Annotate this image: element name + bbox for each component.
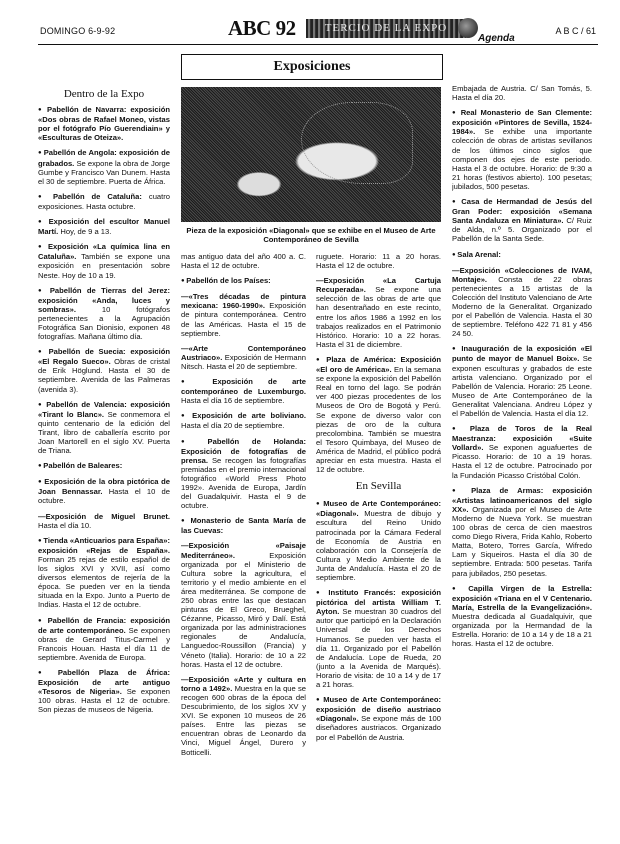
column-1: [38, 84, 170, 720]
listing-lead: —Exposición «Arte y cultura en torno a 1492».: [181, 674, 306, 693]
listing-lead: ● Museo de Arte Contemporáneo: «Diagonal».: [316, 499, 441, 518]
listing-body: También se expone una exposición en presentación sobre Neste. Hoy de 10 a 19.: [38, 252, 170, 280]
listing-lead: ● Pabellón de Tierras del Jerez: exposición «Anda, luces y sombras».: [38, 286, 170, 314]
listing-lead: ● Pabellón Plaza de África: Exposición de arte antiguo «Tesoros de Nigeria».: [38, 668, 170, 696]
listing-lead: ● Pabellón de Angola: exposición de grabados.: [38, 148, 170, 167]
globe-icon: [458, 18, 478, 38]
listing-body: Se conmemora el quinto centenario de la edición del Tirant, libro de caballería escrito por Joan Martorell en el siglo XV. Puerta de Triana.: [38, 409, 170, 456]
listing-item: [38, 616, 170, 662]
listing-item: [38, 512, 170, 530]
listing-body: Hoy, de 9 a 13.: [60, 227, 112, 237]
listing-lead: ● Instituto Francés: exposición pictórica del artista William T. Ayton.: [316, 588, 441, 616]
listing-item: [316, 276, 441, 349]
listing-item: [181, 411, 306, 430]
listing-body: Consta de 22 obras pertenecientes a 15 artistas de la Colección del Instituto Valenciano de Arte Moderno de la Generalitat. Organizado por el Pabellón de Valencia. Hasta el 30 de septiembre. Teléfono 422 71 81 y 456 24 50.: [452, 274, 592, 339]
listing-lead: ● Exposición de arte boliviano.: [181, 411, 306, 420]
listing-lead: ● Inauguración de la exposición «El punto de mayor de Manuel Boix».: [452, 344, 592, 363]
listing-body: Hasta el día 16 de septiembre.: [181, 396, 285, 406]
listing-item: [38, 347, 170, 393]
listing-lead: ● Pabellón de Francia: exposición de arte contemporáneo.: [38, 616, 170, 635]
listing-body: Hasta el día 20 de septiembre.: [181, 421, 285, 431]
listing-item: [38, 105, 170, 142]
photo-caption: Pieza de la exposición «Diagonal» que se exhibe en el Museo de Arte Contemporáneo de Sevilla: [186, 226, 436, 244]
listing-lead: ● Exposición de la obra pictórica de Joan Bennassar.: [38, 477, 170, 496]
listing-body: C/ Ruiz de Alda, n.º 5. Organizado por el Pabellón de la Santa Sede.: [452, 216, 592, 244]
listing-item: [316, 499, 441, 582]
listing-item: [38, 148, 170, 185]
listing-lead: —Exposición «La Cartuja Recuperada».: [316, 276, 441, 295]
listing-body: Se exponen obras de Gerard Titus-Carmel y Francois Houan. Hasta el día 11 de septiembre. Avenida de Europa.: [38, 625, 170, 662]
listing-body: Muestra de dibujo y escultura del Reino Unido patrocinada por la Cámara Federal de Economía de Austria en colaboración con la Consejería de Cultura y Medio Ambiente de la Junta de Andalucía. Hasta el 20 de septiembre.: [316, 509, 441, 582]
listing-body: Se exponen aguafuertes de Picasso. Horario: de 10 a 19 horas. Hasta el 12 de octubre. Patrocinado por la Fundación Picasso Cristóbal Colón.: [452, 443, 592, 480]
listing-item: [181, 377, 306, 405]
header-banner: TERCIO DE LA EXPO: [306, 19, 466, 38]
column-4: [452, 84, 592, 654]
listing-lead: ● Casa de Hermandad de Jesús del Gran Poder: exposición «Semana Santa Andaluza en Miniatura».: [452, 197, 592, 225]
header-page-number: A B C / 61: [555, 26, 596, 36]
column-3: [316, 252, 441, 748]
listing-lead: ● Plaza de Toros de la Real Maestranza: exposición «Suite Vollard».: [452, 424, 592, 452]
listing-lead: ● Exposición del escultor Manuel Martí.: [38, 217, 170, 236]
listing-item: [38, 668, 170, 714]
listing-body: Se muestran 30 cuadros del autor que participó en la Declaración Universal de los Derechos Humanos. Se pueden ver hasta el día 11. Organizado por el Pabellón de Andalucía. Lope de Rueda, 20 (junto a la Avenida de Marqués). Horario de visita: de 10 a 14 y de 17 a 21 horas.: [316, 607, 441, 690]
listing-item: [452, 266, 592, 339]
listing-item: [38, 536, 170, 610]
listing-body: Forman 25 rejas de estilo español de los siglos XVI y XVII, así como diversos elementos de rejería de la época. Se pueden ver en la tienda situada en la Expo. Junto a Puerto de Indias. Hasta el 12 de octubre.: [38, 554, 170, 610]
listing-body: Se exponen esculturas y grabados de este artista valenciano. Organizado por el Pabellón de Valencia. Horario: 25 Leone. Museo de Arte Contemporáneo de la Generalitat Valenciana. Andreu López y el Pabellón de Valencia. Hasta el día 12.: [452, 354, 592, 418]
listing-body: Organizada por el Museo de Arte Moderno de Nueva York. Se muestran 100 obras de cerca de cien maestros como Diego Rivera, Frida Kahlo, Roberto Matta, Botero, Torres García, Wifredo Lam y Siqueiros. Hasta el día 30 de septiembre. Entrada: 500 pesetas. Tarifa para jubilados, 250 pesetas.: [452, 504, 592, 578]
listing-body: cuatro exposiciones. Hasta octubre.: [38, 191, 170, 211]
page-header: [38, 14, 598, 44]
listing-item: [181, 437, 306, 511]
listing-lead: —«Arte Contemporáneo Austriaco».: [181, 343, 306, 362]
listing-lead: —Exposición «Paisaje Mediterráneo».: [181, 541, 306, 560]
header-date: DOMINGO 6-9-92: [40, 26, 116, 36]
listing-body: Muestra dedicada al Guadalquivir, que organizada por la Hermandad de la Estrella. Horario: de 10 a 14 y de 18 a 21 horas. Hasta el 12 de octubre.: [452, 611, 592, 649]
listing-item: [181, 516, 306, 535]
listing-item: [316, 588, 441, 689]
listing-body: Muestra en la que se recogen 600 obras de la época del Descubrimiento, de los siglos XV y XVI. Se exponen 10 museos de 26 países. Entre las piezas se encuentran obras de Leonardo da Vinci, Miguel Ángel, Durero y Botticelli.: [181, 683, 306, 757]
col1-heading: Dentro de la Expo: [63, 88, 145, 100]
listing-lead: ● Tienda «Anticuarios para España»: exposición «Rejas de España».: [38, 536, 170, 555]
listing-item: [452, 250, 592, 260]
listing-body: Se recogen las fotografías premiadas en el premio internacional fotográfico «World Press Photo 1992». Avenida de Europa, Jardín del Guadalquivir. Hasta el 9 de octubre.: [181, 455, 306, 511]
listing-body: Exposición de Hermann Nitsch. Hasta el 20 de septiembre.: [181, 352, 306, 371]
col3-intro: ruguete. Horario: 11 a 20 horas. Hasta el 12 de octubre.: [316, 252, 441, 271]
listing-lead: —Exposición de Miguel Brunet.: [38, 511, 170, 521]
listing-body: Se exhibe una importante colección de obras de artistas sevillanos de los últimos cinco siglos que componen dos ejes de este periodo. Hasta el 3 de octubre. Horario: de 9:30 a 21 horas (festivos abierto). 100 pesetas; jubilados, 500 pesetas.: [452, 127, 592, 191]
listing-item: [181, 292, 306, 337]
column-2: [181, 252, 306, 763]
listing-lead: ● Pabellón de Baleares:: [38, 461, 122, 470]
listing-lead: —«Tres décadas de pintura mexicana: 1960-1990».: [181, 292, 306, 311]
listing-item: [38, 242, 170, 279]
listing-item: [38, 217, 170, 236]
listing-item: [316, 355, 441, 474]
listing-lead: ● Monasterio de Santa María de las Cuevas:: [181, 516, 306, 535]
listing-body: En la semana se expone la exposición del Pabellón Real en torno del lago. Se podrán ver 400 piezas procedentes de los Museos de Oro de Bogotá y Perú. Se expone de diverso valor con piezas de oro de la cultura precolombina. También se muestra el Tesoro Quimbaya, del Museo de América de Madrid, el público podrá apreciar en esta muestra. Hasta el 12 de octubre.: [316, 365, 441, 475]
listing-item: [452, 486, 592, 578]
col2-intro: mas antiguo data del año 400 a. C. Hasta el 12 de octubre.: [181, 252, 306, 271]
listing-item: [38, 477, 170, 505]
listing-item: [452, 108, 592, 191]
listing-lead: ● Pabellón de Cataluña:: [38, 192, 142, 201]
listing-lead: ● Pabellón de los Países:: [181, 276, 271, 285]
listing-lead: ● Capilla Virgen de la Estrella: exposición «Triana en el V Centenario. María, Estrella de la Evangelización».: [452, 584, 592, 612]
listing-item: [38, 400, 170, 456]
header-abc-number: ABC 92: [228, 16, 296, 40]
listing-lead: ● Pabellón de Holanda: Exposición de fotografías de prensa.: [181, 437, 306, 465]
header-agenda: Agenda: [478, 33, 515, 44]
listing-lead: ● Exposición de arte contemporáneo de Luxemburgo.: [181, 377, 306, 396]
listing-item: [181, 344, 306, 371]
listing-body: Se exponen 100 obras. Hasta el 12 de octubre. Son piezas de museos de Nigeria.: [38, 687, 170, 715]
listing-lead: ● Real Monasterio de San Clemente: exposición «Pintores de Sevilla, 1524-1984».: [452, 108, 592, 136]
listing-item: [38, 286, 170, 342]
listing-item: [181, 276, 306, 286]
listing-lead: —Exposición «Colecciones de IVAM, Montaje».: [452, 265, 592, 284]
listing-lead: ● Sala Arenal:: [452, 250, 501, 259]
listing-item: [181, 675, 306, 757]
header-rule: [38, 44, 598, 45]
col4-intro: Embajada de Austria. C/ San Tomás, 5. Hasta el día 20.: [452, 84, 592, 103]
listing-body: Se expone la obra de Jorge Gumbe y Francisco Van Dunem. Hasta el 30 de septiembre. Puerta de África.: [38, 158, 170, 186]
sevilla-heading: En Sevilla: [355, 480, 402, 493]
listing-item: [316, 695, 441, 741]
listing-item: [452, 584, 592, 649]
section-title: Exposiciones: [181, 54, 443, 80]
sculpture-shape: [301, 102, 413, 184]
listing-item: [452, 424, 592, 480]
listing-body: Exposición de pintura contemporánea. Centro de las Américas. Hasta el 15 de septiembre.: [181, 301, 306, 338]
listing-item: [452, 344, 592, 418]
listing-lead: ● Plaza de América: Exposición «El oro de América».: [316, 355, 441, 374]
listing-item: [38, 192, 170, 211]
listing-item: [38, 461, 170, 471]
listing-body: Exposición organizada por el Ministerio de Cultura sobre la agricultura, el territorio y el medio ambiente en el área mediterránea. Se compone de 250 obras entre las que destacan pinturas de El Greco, Brueghel, Cézanne, Picasso, Miró y Dalí. Está organizada por las administraciones regionales de Andalucía, Languedoc-Roussillon (Francia) y Véneto (Italia). Horario: de 10 a 22 horas. Hasta el 12 de octubre.: [181, 550, 306, 669]
exhibition-photo: [181, 87, 441, 222]
listing-lead: ● Pabellón de Navarra: exposición «Dos obras de Rafael Moneo, vistas por el fotógrafo Pío Guerendiain» y «Esculturas de Oteiza».: [38, 105, 170, 142]
listing-body: Hasta el 10 de octubre.: [38, 487, 170, 506]
listing-item: [181, 541, 306, 668]
listing-lead: ● Exposición «La química lina en Cataluña».: [38, 242, 170, 261]
listing-lead: ● Pabellón de Suecia: exposición «El Regalo Sueco».: [38, 347, 170, 366]
listing-lead: ● Museo de Arte Contemporáneo: exposición de diseño austriaco «Diagonal».: [316, 695, 441, 723]
listing-item: [452, 197, 592, 243]
listing-lead: ● Plaza de Armas: exposición «Artistas latinoamericanos del siglo XX».: [452, 486, 592, 514]
listing-body: 10 fotógrafos pertenecientes a la Agrupación Fotográfica San Dionisio, exponen 48 fotografías. Mañana último día.: [38, 304, 170, 342]
listing-lead: ● Pabellón de Valencia: exposición «Tirant lo Blanc».: [38, 400, 170, 419]
listing-body: Se expone más de 100 diseñadores austriacos. Organizado por el Pabellón de Austria.: [316, 714, 441, 742]
listing-body: Se expone una selección de las obras de arte que han desentrañado en este recinto, entre los años 1986 a 1992 en los trabajos realizados en el Patrimonio Histórico. Horario: 10 a 22 horas. Hasta el 31 de diciembre.: [316, 285, 441, 349]
listing-body: Hasta el día 10.: [38, 520, 92, 530]
listing-body: Obras de cristal de Erik Höglund. Hasta el 30 de septiembre. Avenida de las Palmeras (avenida 3).: [38, 357, 170, 394]
